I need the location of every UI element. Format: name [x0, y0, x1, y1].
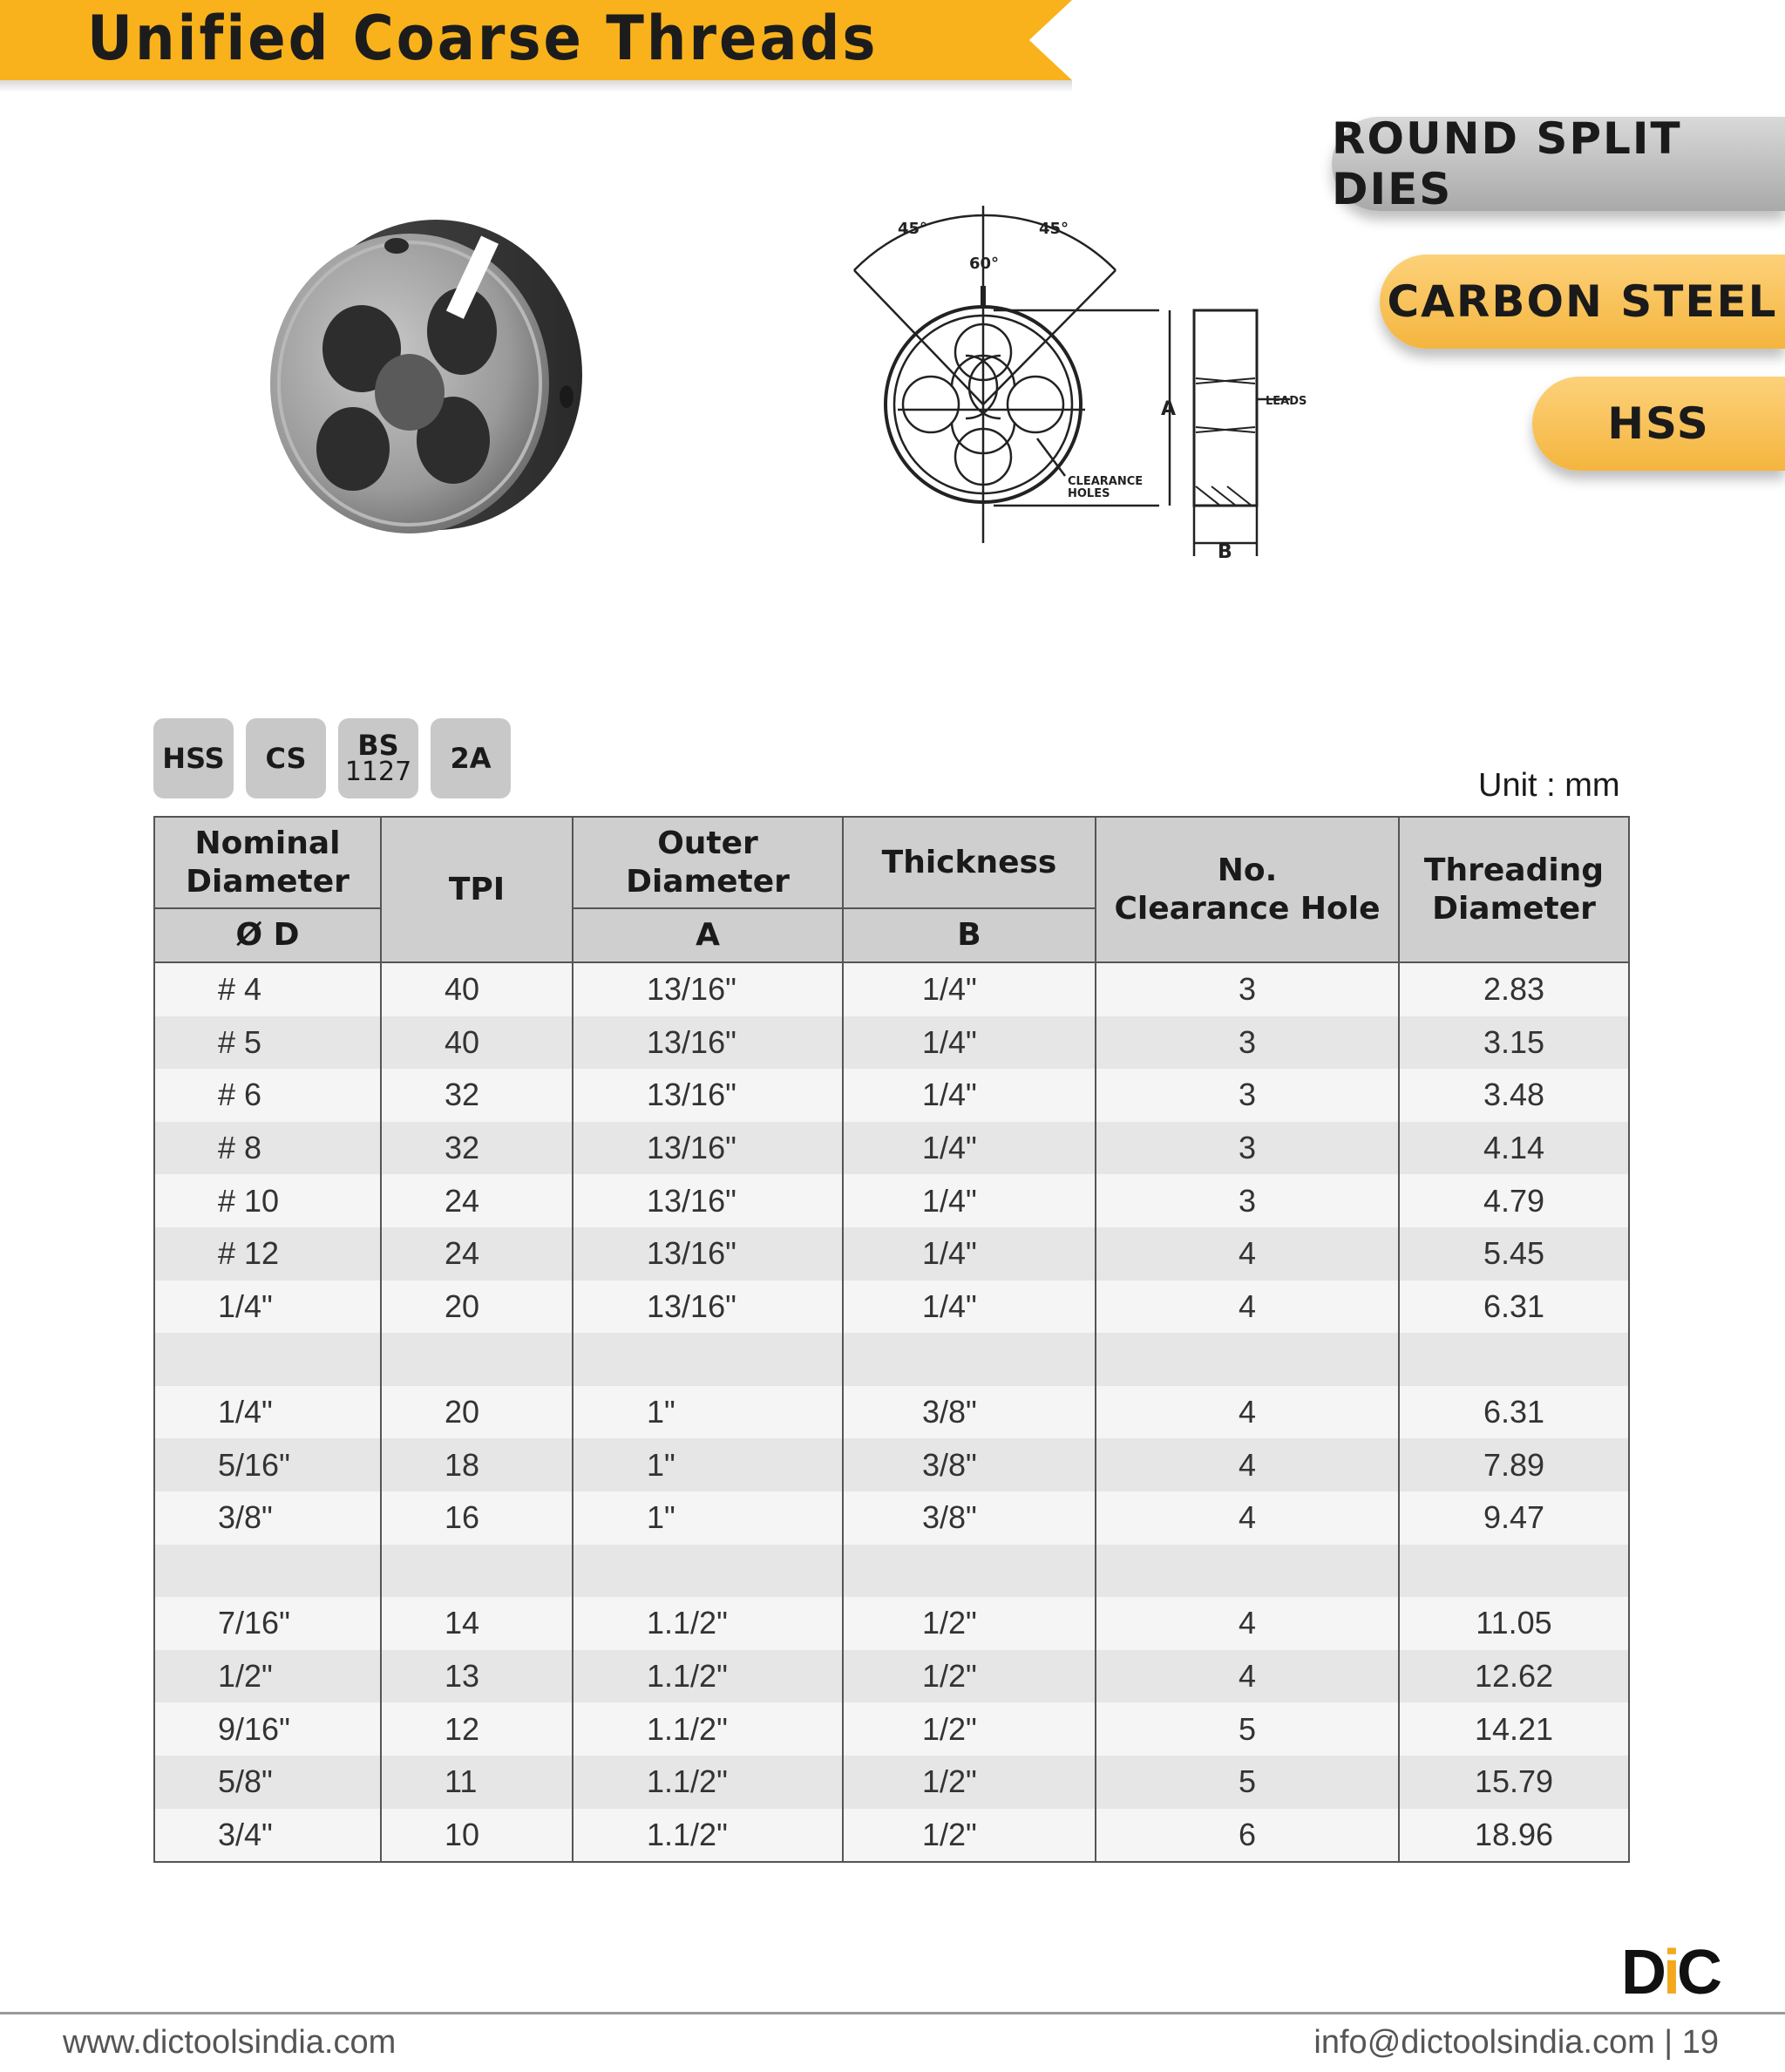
cell-tpi: 24: [381, 1227, 573, 1281]
cell-threading-diameter: 6.31: [1399, 1281, 1629, 1334]
cell-tpi: 12: [381, 1702, 573, 1756]
header-tpi: TPI: [381, 817, 573, 962]
cell-clearance-holes: 6: [1096, 1809, 1399, 1863]
header-threading-diameter: [1399, 817, 1629, 962]
badge-cs-label: CS: [265, 742, 307, 775]
cell-outer-diameter: [573, 1333, 843, 1386]
drawing-angle-center: 60°: [969, 255, 1000, 273]
cell-thickness: 3/8": [843, 1491, 1096, 1545]
cell-thickness: 1/2": [843, 1650, 1096, 1703]
cell-thickness: 1/4": [843, 1122, 1096, 1175]
table-body: [154, 962, 1629, 1862]
cell-clearance-holes: 4: [1096, 1597, 1399, 1650]
standards-badges: [153, 718, 511, 798]
badge-bs-label: BS: [357, 729, 399, 762]
cell-clearance-holes: 5: [1096, 1756, 1399, 1809]
badge-cs: [246, 718, 326, 798]
drawing-label-clearance: CLEARANCE: [1068, 475, 1144, 488]
header-threading-line2: Diameter: [1432, 890, 1596, 927]
cell-nominal: # 12: [154, 1227, 381, 1281]
cell-tpi: 40: [381, 1016, 573, 1070]
header-outer-line1: Outer: [657, 825, 758, 862]
logo-i: i: [1663, 1938, 1678, 2007]
cell-threading-diameter: 2.83: [1399, 962, 1629, 1016]
table-row: [154, 1386, 1629, 1439]
badge-2a-label: 2A: [450, 742, 492, 775]
spec-table: [153, 816, 1630, 1863]
cell-tpi: 24: [381, 1174, 573, 1227]
cell-clearance-holes: 3: [1096, 1069, 1399, 1122]
header-threading-line1: Threading: [1423, 853, 1605, 889]
cell-tpi: 32: [381, 1122, 573, 1175]
table-row: [154, 1809, 1629, 1863]
cell-clearance-holes: 4: [1096, 1386, 1399, 1439]
cell-threading-diameter: 6.31: [1399, 1386, 1629, 1439]
cell-clearance-holes: 4: [1096, 1491, 1399, 1545]
table-row: [154, 1756, 1629, 1809]
table-row: [154, 1491, 1629, 1545]
cell-outer-diameter: 1": [573, 1438, 843, 1491]
cell-threading-diameter: 4.79: [1399, 1174, 1629, 1227]
cell-threading-diameter: [1399, 1545, 1629, 1598]
cell-thickness: 1/4": [843, 1227, 1096, 1281]
cell-nominal: 3/8": [154, 1491, 381, 1545]
cell-clearance-holes: 4: [1096, 1650, 1399, 1703]
header-clearance-line1: No.: [1217, 853, 1278, 889]
logo-d: D: [1621, 1938, 1663, 2007]
cell-threading-diameter: 3.15: [1399, 1016, 1629, 1070]
cell-threading-diameter: 12.62: [1399, 1650, 1629, 1703]
cell-clearance-holes: [1096, 1333, 1399, 1386]
cell-tpi: 13: [381, 1650, 573, 1703]
cell-outer-diameter: 13/16": [573, 1174, 843, 1227]
cell-nominal: # 10: [154, 1174, 381, 1227]
cell-thickness: 1/2": [843, 1597, 1096, 1650]
cell-thickness: 3/8": [843, 1438, 1096, 1491]
cell-tpi: 40: [381, 962, 573, 1016]
cell-thickness: [843, 1545, 1096, 1598]
tag-carbon-steel: CARBON STEEL: [1380, 255, 1785, 349]
table-row: [154, 1438, 1629, 1491]
tag-round-split-dies: ROUND SPLIT DIES: [1332, 117, 1785, 211]
cell-nominal: # 5: [154, 1016, 381, 1070]
drawing-dim-a: A: [1161, 398, 1177, 420]
cell-tpi: [381, 1545, 573, 1598]
table-row: [154, 1174, 1629, 1227]
table-row: [154, 1702, 1629, 1756]
footer-divider: [0, 2012, 1785, 2014]
page-title: Unified Coarse Threads: [87, 3, 879, 75]
dic-logo: [1621, 1937, 1719, 2008]
drawing-label-holes: HOLES: [1068, 487, 1110, 500]
cell-outer-diameter: 1": [573, 1386, 843, 1439]
unit-label: Unit : mm: [1478, 767, 1620, 804]
logo-c: C: [1677, 1938, 1720, 2007]
cell-clearance-holes: 3: [1096, 1016, 1399, 1070]
cell-nominal: 3/4": [154, 1809, 381, 1863]
cell-outer-diameter: 1.1/2": [573, 1809, 843, 1863]
drawing-label-leads: LEADS: [1266, 395, 1307, 408]
header-thickness-symbol: B: [843, 908, 1096, 962]
table-row: [154, 1227, 1629, 1281]
header-outer-line2: Diameter: [626, 863, 790, 900]
cell-thickness: 3/8": [843, 1386, 1096, 1439]
die-technical-drawing: [837, 199, 1325, 582]
cell-threading-diameter: 11.05: [1399, 1597, 1629, 1650]
cell-nominal: 9/16": [154, 1702, 381, 1756]
footer-website: www.dictoolsindia.com: [63, 2024, 397, 2061]
cell-outer-diameter: [573, 1545, 843, 1598]
cell-clearance-holes: 5: [1096, 1702, 1399, 1756]
header-clearance-line2: Clearance Hole: [1114, 890, 1381, 927]
cell-tpi: 10: [381, 1809, 573, 1863]
cell-nominal: 7/16": [154, 1597, 381, 1650]
drawing-angle-right: 45°: [1039, 220, 1069, 238]
cell-thickness: 1/2": [843, 1809, 1096, 1863]
cell-outer-diameter: 13/16": [573, 1281, 843, 1334]
cell-outer-diameter: 13/16": [573, 1016, 843, 1070]
table-row: [154, 962, 1629, 1016]
cell-threading-diameter: 14.21: [1399, 1702, 1629, 1756]
header-clearance-hole: [1096, 817, 1399, 962]
badge-2a: [431, 718, 511, 798]
cell-threading-diameter: [1399, 1333, 1629, 1386]
header-nominal-diameter: [154, 817, 381, 908]
header-outer-symbol: A: [573, 908, 843, 962]
tag-hss: HSS: [1532, 377, 1785, 471]
cell-nominal: [154, 1545, 381, 1598]
cell-nominal: # 4: [154, 962, 381, 1016]
header-nominal-line1: Nominal: [194, 825, 341, 862]
cell-thickness: 1/2": [843, 1756, 1096, 1809]
cell-thickness: 1/4": [843, 1174, 1096, 1227]
cell-threading-diameter: 4.14: [1399, 1122, 1629, 1175]
table-row: [154, 1281, 1629, 1334]
table-row: [154, 1016, 1629, 1070]
cell-tpi: 18: [381, 1438, 573, 1491]
header-thickness: Thickness: [843, 817, 1096, 908]
cell-nominal: 5/16": [154, 1438, 381, 1491]
drawing-angle-left: 45°: [898, 220, 928, 238]
cell-threading-diameter: 9.47: [1399, 1491, 1629, 1545]
cell-outer-diameter: 13/16": [573, 1069, 843, 1122]
cell-thickness: [843, 1333, 1096, 1386]
table-row: [154, 1597, 1629, 1650]
cell-tpi: 11: [381, 1756, 573, 1809]
cell-thickness: 1/4": [843, 1016, 1096, 1070]
header-nominal-line2: Diameter: [186, 863, 350, 900]
cell-clearance-holes: 4: [1096, 1227, 1399, 1281]
cell-outer-diameter: 1.1/2": [573, 1597, 843, 1650]
cell-clearance-holes: 3: [1096, 1122, 1399, 1175]
table-row: [154, 1650, 1629, 1703]
cell-thickness: 1/4": [843, 962, 1096, 1016]
drawing-dim-b: B: [1218, 541, 1232, 563]
cell-outer-diameter: 1.1/2": [573, 1650, 843, 1703]
cell-tpi: 14: [381, 1597, 573, 1650]
cell-threading-diameter: 15.79: [1399, 1756, 1629, 1809]
cell-threading-diameter: 3.48: [1399, 1069, 1629, 1122]
cell-tpi: [381, 1333, 573, 1386]
table-row: [154, 1545, 1629, 1598]
badge-bs-number: 1127: [344, 757, 412, 787]
cell-outer-diameter: 13/16": [573, 1122, 843, 1175]
table-row: [154, 1122, 1629, 1175]
table-row: [154, 1069, 1629, 1122]
cell-nominal: 1/2": [154, 1650, 381, 1703]
cell-tpi: 32: [381, 1069, 573, 1122]
cell-tpi: 16: [381, 1491, 573, 1545]
cell-threading-diameter: 7.89: [1399, 1438, 1629, 1491]
table-row: [154, 1333, 1629, 1386]
cell-clearance-holes: 3: [1096, 1174, 1399, 1227]
cell-tpi: 20: [381, 1281, 573, 1334]
cell-threading-diameter: 18.96: [1399, 1809, 1629, 1863]
cell-outer-diameter: 1.1/2": [573, 1756, 843, 1809]
cell-threading-diameter: 5.45: [1399, 1227, 1629, 1281]
die-product-photo: [244, 218, 593, 549]
footer-email-page: info@dictoolsindia.com | 19: [1313, 2024, 1719, 2061]
cell-clearance-holes: [1096, 1545, 1399, 1598]
cell-outer-diameter: 1": [573, 1491, 843, 1545]
cell-nominal: 1/4": [154, 1281, 381, 1334]
badge-hss: [153, 718, 234, 798]
cell-thickness: 1/2": [843, 1702, 1096, 1756]
cell-clearance-holes: 4: [1096, 1438, 1399, 1491]
header-nominal-symbol: Ø D: [154, 908, 381, 962]
cell-clearance-holes: 3: [1096, 962, 1399, 1016]
header-outer-diameter: [573, 817, 843, 908]
cell-thickness: 1/4": [843, 1069, 1096, 1122]
cell-nominal: 5/8": [154, 1756, 381, 1809]
cell-thickness: 1/4": [843, 1281, 1096, 1334]
cell-outer-diameter: 1.1/2": [573, 1702, 843, 1756]
badge-hss-label: HSS: [162, 742, 225, 775]
badge-bs-1127: [338, 718, 418, 798]
cell-outer-diameter: 13/16": [573, 962, 843, 1016]
cell-nominal: # 8: [154, 1122, 381, 1175]
cell-nominal: # 6: [154, 1069, 381, 1122]
cell-outer-diameter: 13/16": [573, 1227, 843, 1281]
cell-nominal: 1/4": [154, 1386, 381, 1439]
cell-tpi: 20: [381, 1386, 573, 1439]
cell-nominal: [154, 1333, 381, 1386]
cell-clearance-holes: 4: [1096, 1281, 1399, 1334]
title-banner-shadow: [0, 80, 1072, 92]
